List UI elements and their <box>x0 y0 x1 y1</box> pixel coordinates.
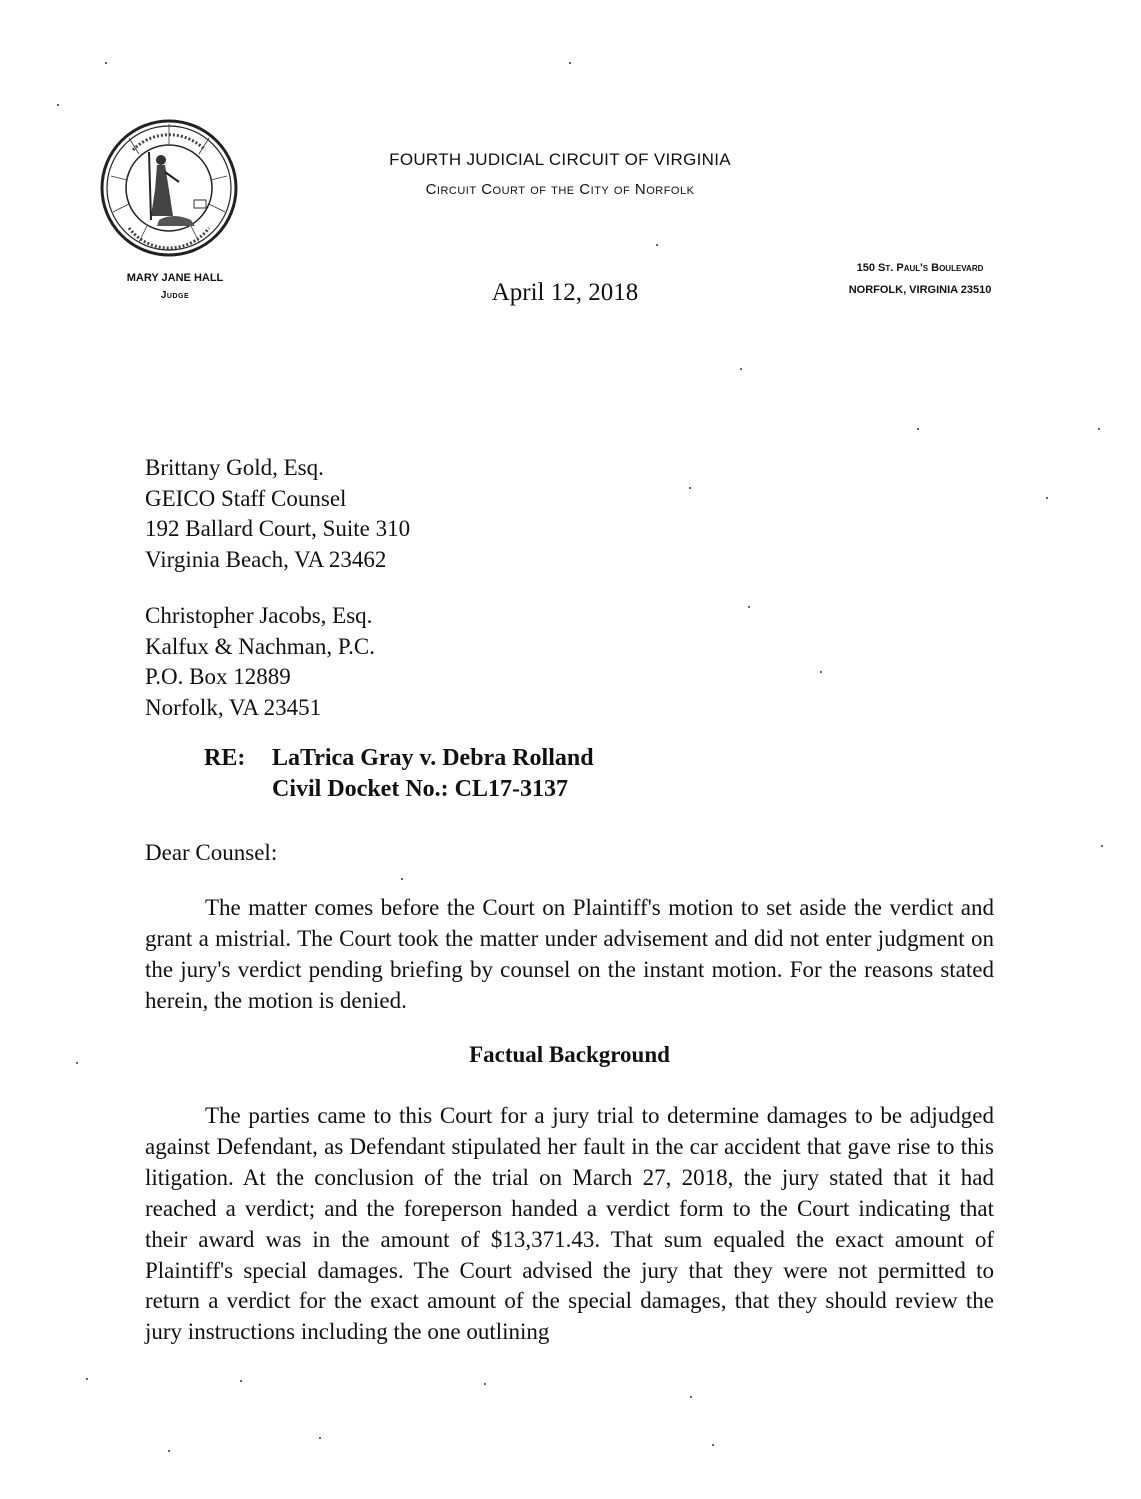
recipient-line: Brittany Gold, Esq. <box>145 455 324 480</box>
re-docket-number: Civil Docket No.: CL17-3137 <box>272 776 568 802</box>
salutation: Dear Counsel: <box>145 840 278 865</box>
court-address-street: 150 St. Paul's Boulevard <box>856 262 984 274</box>
recipient-line: GEICO Staff Counsel <box>145 485 347 511</box>
recipient-line: 192 Ballard Court, Suite 310 <box>145 516 411 542</box>
recipient-line: Virginia Beach, VA 23462 <box>145 547 387 573</box>
body-paragraph: The parties came to this Court for a jury trial to determine damages to be adjudged against Defendant, as Defendant stipulated her fault in the car accident that gave rise to this litigation. At the conclusion of the trial on March 27, 2018, the jury stated that it had reached a verdict; and the foreperson handed a verdict form to the Court indicating that their award was in the amount of $13,371.43. That sum equaled the exact amount of Plaintiff's special damages. The Court advised the jury that they were not permitted to return a verdict for the exact amount of the special damages, that they should review the jury instructions including the one outlining <box>145 1103 994 1345</box>
recipient-line: P.O. Box 12889 <box>145 664 291 690</box>
virginia-seal-logo <box>99 116 239 260</box>
section-heading: Factual Background <box>469 1042 670 1067</box>
court-name: FOURTH JUDICIAL CIRCUIT OF VIRGINIA <box>389 150 731 169</box>
recipient-line: Norfolk, VA 23451 <box>145 695 322 721</box>
recipient-line: Christopher Jacobs, Esq. <box>145 603 373 628</box>
re-case-title: LaTrica Gray v. Debra Rolland <box>272 745 594 771</box>
court-address-city: NORFOLK, VIRGINIA 23510 <box>848 284 992 296</box>
re-label: RE: <box>204 745 246 771</box>
court-subtitle: Circuit Court of the City of Norfolk <box>425 181 695 198</box>
judge-name: MARY JANE HALL <box>126 272 224 284</box>
recipient-block <box>145 453 410 576</box>
recipient-block <box>145 601 375 724</box>
judge-title: Judge <box>160 290 190 301</box>
body-paragraph: The matter comes before the Court on Plaintiff's motion to set aside the verdict and grant a mistrial. The Court took the matter under advisement and did not enter judgment on the jury's verdict pending briefing by counsel on the instant motion. For the reasons stated herein, the motion is denied. <box>145 895 994 1013</box>
recipient-line: Kalfux & Nachman, P.C. <box>145 633 375 659</box>
letter-date: April 12, 2018 <box>491 279 639 306</box>
